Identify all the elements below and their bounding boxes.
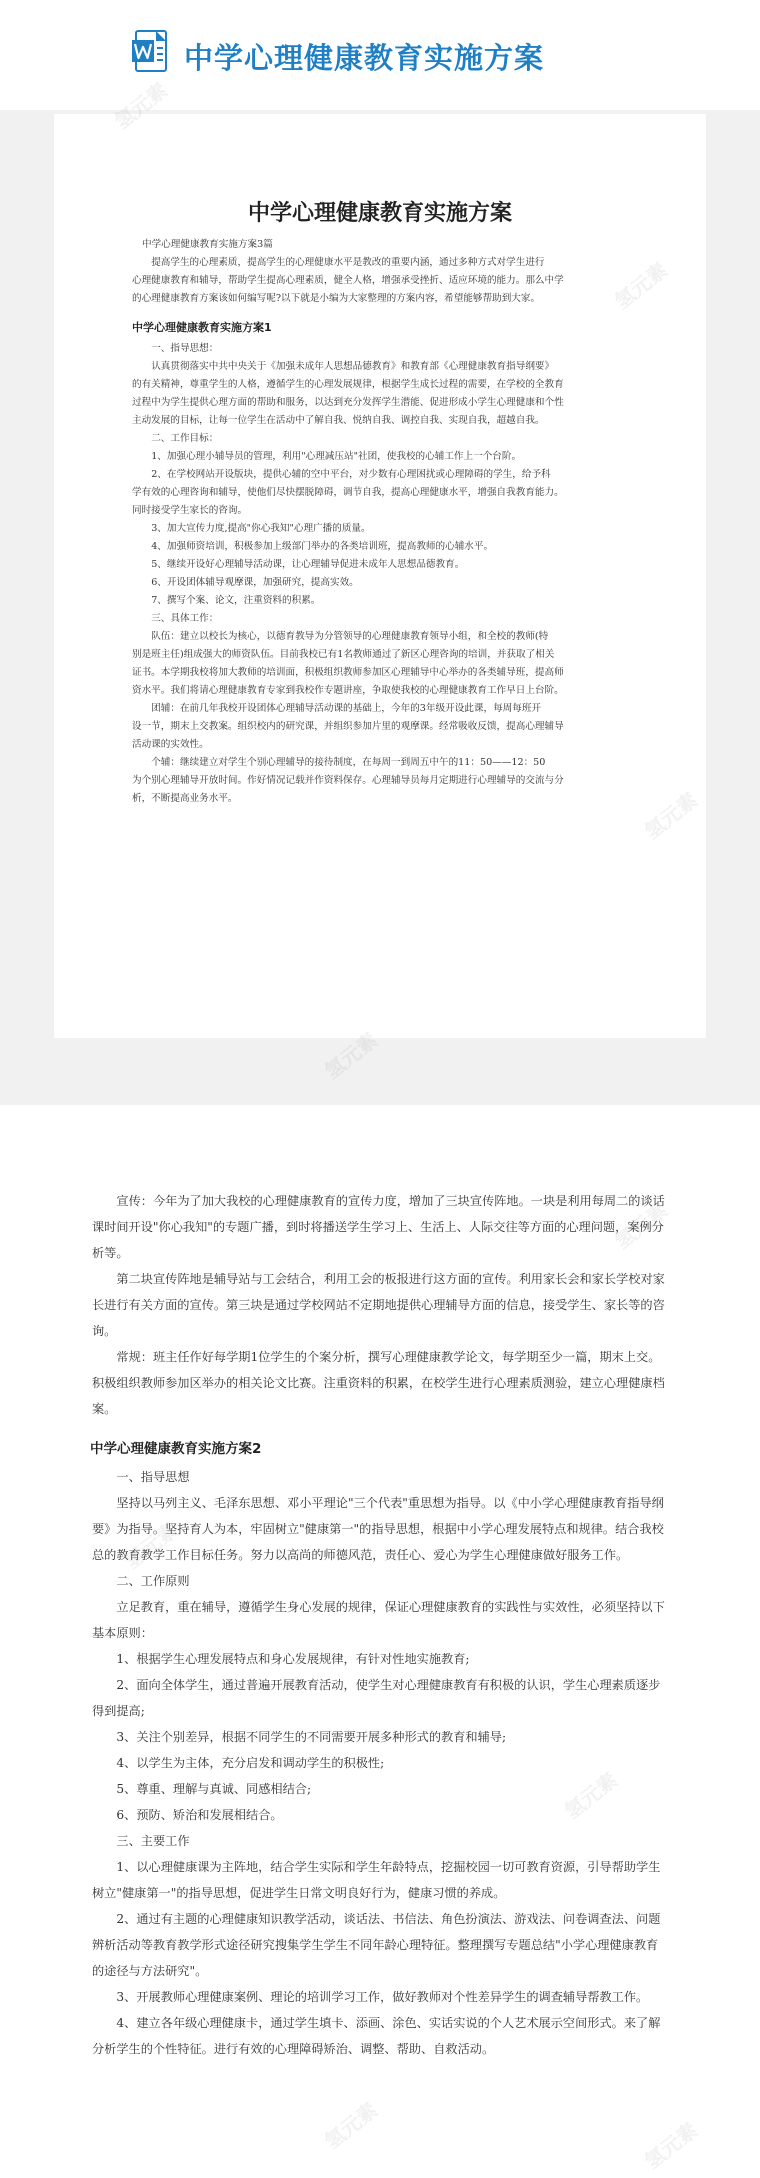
principle-item: 6、预防、矫治和发展相结合。 — [116, 1808, 283, 1822]
document-page-1 — [54, 114, 706, 1038]
work-line: 活动课的实效性。 — [132, 739, 209, 750]
intro-line: 心理健康教育和辅导，帮助学生提高心理素质，健全人格，增强承受挫折、适应环境的能力。那么中学 — [132, 275, 564, 286]
paragraph: 立足教育，重在辅导，遵循学生身心发展的规律，保证心理健康教育的实践性与实效性，必须坚持以下基本原则： — [92, 1600, 665, 1640]
document-subtitle: 中学心理健康教育实施方案3篇 — [142, 239, 273, 250]
plan-1-heading: 中学心理健康教育实施方案1 — [132, 321, 272, 334]
work-line: 个辅：继续建立对学生个别心理辅导的接待制度，在每周一到周五中午的11：50——12：50 — [151, 757, 546, 768]
section-heading: 二、工作目标： — [151, 433, 219, 444]
plan-2-heading: 中学心理健康教育实施方案2 — [90, 1441, 262, 1457]
watermark: 氢元素 — [609, 1197, 672, 1254]
task-item: 2、通过有主题的心理健康知识教学活动，谈话法、书信法、角色扮演法、游戏法、问卷调查法、问题辨析活动等教育教学形式途径研究搜集学生学生不同年龄心理特征。整理撰写专题总结"小学心理健康教育的途径与方法研究"。 — [92, 1912, 661, 1978]
body-line: 主动发展的目标，让每一位学生在活动中了解自我、悦纳自我、调控自我、实现自我，超越自我。 — [132, 415, 545, 426]
header-banner — [0, 0, 760, 110]
goal-line: 7、撰写个案、论文，注重资料的积累。 — [151, 595, 321, 606]
principle-item: 1、根据学生心理发展特点和身心发展规律，有针对性地实施教育; — [116, 1652, 470, 1666]
watermark: 氢元素 — [639, 2117, 702, 2174]
task-item: 4、建立各年级心理健康卡，通过学生填卡、添画、涂色、实话实说的个人艺术展示空间形式。来了解分析学生的个性特征。进行有效的心理障碍矫治、调整、帮助、自救活动。 — [92, 2016, 661, 2056]
watermark: 氢元素 — [319, 2097, 382, 2154]
section-heading: 二、工作原则 — [116, 1574, 190, 1588]
page-1-body — [132, 236, 628, 808]
work-line: 为个别心理辅导开放时间。作好情况记载并作资料保存。心理辅导员每月定期进行心理辅导的交流与分 — [132, 775, 564, 786]
work-line: 证书。本学期我校将加大教师的培训面，积极组织教师参加区心理辅导中心举办的各类辅导班，提高师 — [132, 667, 564, 678]
principle-item: 4、以学生为主体，充分启发和调动学生的积极性; — [116, 1756, 385, 1770]
intro-line: 的心理健康教育方案该如何编写呢?以下就是小编为大家整理的方案内容，希望能够帮助到大家。 — [132, 293, 541, 304]
principle-item: 3、关注个别差异，根据不同学生的不同需要开展多种形式的教育和辅导; — [116, 1730, 507, 1744]
principle-item: 5、尊重、理解与真诚、同感相结合; — [116, 1782, 312, 1796]
principle-item: 2、面向全体学生，通过普遍开展教育活动，使学生对心理健康教育有积极的认识，学生心理素质逐步得到提高; — [92, 1678, 661, 1718]
watermark: 氢元素 — [119, 1517, 182, 1574]
goal-line: 3、加大宣传力度,提高"你心我知"心理广播的质量。 — [151, 523, 371, 534]
section-heading: 一、指导思想： — [151, 343, 219, 354]
work-line: 队伍：建立以校长为核心，以德育教导为分管领导的心理健康教育领导小组，和全校的教师(特 — [151, 631, 549, 642]
section-heading: 一、指导思想 — [116, 1470, 190, 1484]
work-line: 团辅：在前几年我校开设团体心理辅导活动课的基础上，今年的3年级开设此课，每周每班开 — [151, 703, 542, 714]
body-line: 过程中为学生提供心理方面的帮助和服务，以达到充分发挥学生潜能、促进形成小学生心理健康和个性 — [132, 397, 564, 408]
goal-line: 1、加强心理小辅导员的管理，利用"心理减压站"社团，使我校的心辅工作上一个台阶。 — [151, 451, 522, 462]
word-doc-icon — [132, 30, 168, 72]
goal-line: 2、在学校网站开设版块，提供心辅的空中平台，对少数有心理困扰或心理障碍的学生，给予科 — [151, 469, 551, 480]
goal-line: 4、加强师资培训，积极参加上级部门举办的各类培训班，提高教师的心辅水平。 — [151, 541, 494, 552]
section-heading: 三、主要工作 — [116, 1834, 190, 1848]
task-item: 3、开展教师心理健康案例、理论的培训学习工作，做好教师对个性差异学生的调查辅导帮教工作。 — [116, 1990, 649, 2004]
document-page-2 — [92, 1188, 667, 2062]
document-title: 中学心理健康教育实施方案 — [247, 200, 512, 226]
goal-line: 学有效的心理咨询和辅导，使他们尽快摆脱障碍，调节自我，提高心理健康水平，增强自我教育能力。 — [132, 487, 564, 498]
goal-line: 同时接受学生家长的咨询。 — [132, 505, 248, 516]
body-line: 的有关精神，尊重学生的人格，遵循学生的心理发展规律，根据学生成长过程的需要，在学校的全教育 — [132, 379, 564, 390]
watermark: 氢元素 — [559, 1767, 622, 1824]
section-heading: 三、具体工作： — [151, 613, 219, 624]
paragraph: 第二块宣传阵地是辅导站与工会结合，利用工会的板报进行这方面的宣传。利用家长会和家长学校对家长进行有关方面的宣传。第三块是通过学校网站不定期地提供心理辅导方面的信息，接受学生、家长等的咨询。 — [92, 1272, 665, 1338]
work-line: 资水平。我们将请心理健康教育专家到我校作专题讲座，争取使我校的心理健康教育工作早日上台阶。 — [132, 685, 564, 696]
work-line: 别是班主任)组成强大的师资队伍。目前我校已有1名教师通过了新区心理咨询的培训，并获取了相关 — [132, 649, 555, 660]
task-item: 1、以心理健康课为主阵地，结合学生实际和学生年龄特点，挖掘校园一切可教育资源，引导帮助学生树立"健康第一"的指导思想，促进学生日常文明良好行为，健康习惯的养成。 — [92, 1860, 661, 1900]
banner-title: 中学心理健康教育实施方案 — [184, 41, 545, 75]
paragraph: 坚持以马列主义、毛泽东思想、邓小平理论"三个代表"重思想为指导。以《中小学心理健康教育指导纲要》为指导。坚持育人为本，牢固树立"健康第一"的指导思想，根据中小学心理发展特点和规律。结合我校总的教育教学工作目标任务。努力以高尚的师德风范，责任心、爱心为学生心理健康做好服务工作。 — [92, 1496, 664, 1562]
work-line: 设一节，期末上交教案。组织校内的研究课，并组织参加片里的观摩课。经常吸收反馈，提高心理辅导 — [132, 721, 564, 732]
goal-line: 5、继续开设好心理辅导活动课，让心理辅导促进未成年人思想品德教育。 — [151, 559, 465, 570]
paragraph: 宣传：今年为了加大我校的心理健康教育的宣传力度，增加了三块宣传阵地。一块是利用每周二的谈话课时间开设"你心我知"的专题广播，到时将播送学生学习上、生活上、人际交往等方面的心理问题，案例分析等。 — [92, 1194, 665, 1260]
intro-line: 提高学生的心理素质，提高学生的心理健康水平是教改的重要内涵，通过多种方式对学生进行 — [151, 257, 545, 268]
work-line: 析，不断提高业务水平。 — [132, 793, 238, 804]
goal-line: 6、开设团体辅导观摩课，加强研究，提高实效。 — [151, 577, 359, 588]
body-line: 认真贯彻落实中共中央关于《加强未成年人思想品德教育》和教育部《心理健康教育指导纲要》 — [151, 361, 555, 372]
paragraph: 常规：班主任作好每学期1位学生的个案分析，撰写心理健康教学论文，每学期至少一篇，期末上交。积极组织教师参加区举办的相关论文比赛。注重资料的积累，在校学生进行心理素质测验，建立心理健康档案。 — [92, 1350, 665, 1416]
